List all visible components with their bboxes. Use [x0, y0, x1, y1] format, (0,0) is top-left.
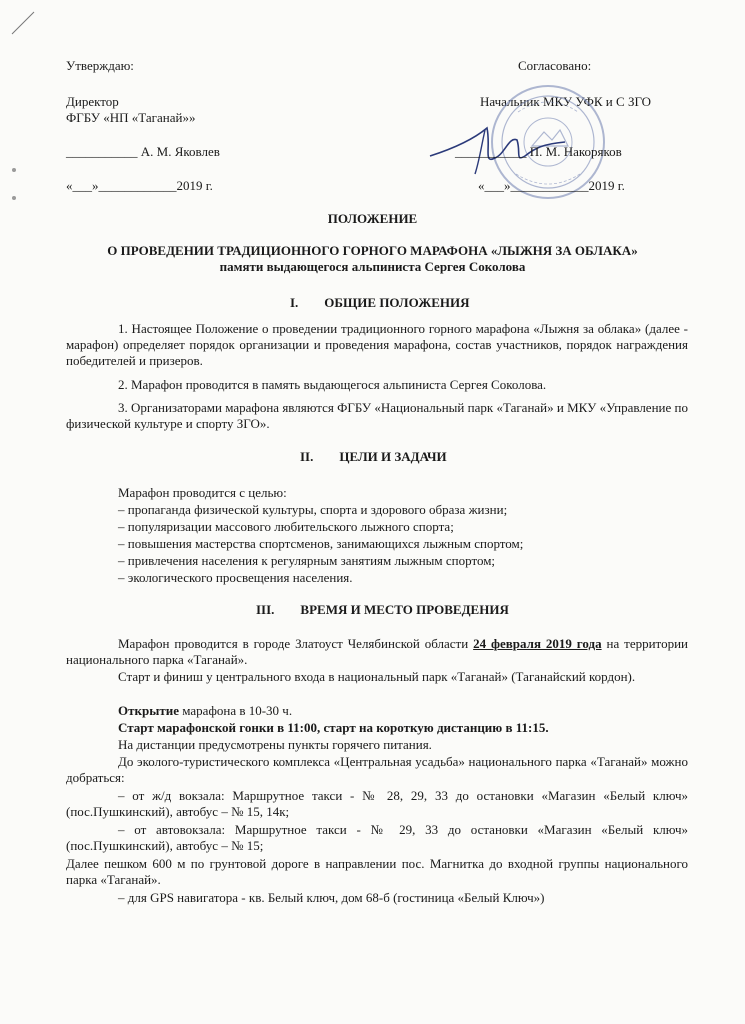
goal-item: – популяризации массового любительского лыжного спорта;: [118, 519, 454, 534]
opening-label: Открытие: [118, 703, 180, 718]
opening-text: марафона в 10-30 ч.: [179, 703, 293, 718]
agreed-label: Согласовано:: [518, 58, 592, 73]
section-1-paragraph-1-text: 1. Настоящее Положение о проведении традиционного горного марафона «Лыжня за облака» (далее - марафон) определяет порядок организации и проведения марафона, состав участников, порядок награждения победителей и призеров.: [66, 321, 688, 368]
opening-line: [118, 703, 292, 719]
goal-item: – пропаганда физической культуры, спорта и здорового образа жизни;: [118, 502, 508, 517]
section-3-heading: III. ВРЕМЯ И МЕСТО ПРОВЕДЕНИЯ: [256, 602, 509, 617]
scan-dot: [12, 168, 16, 172]
venue-paragraph: [66, 636, 688, 668]
head-date-line: «___»____________2019 г.: [478, 178, 625, 193]
doc-subtitle: О ПРОВЕДЕНИИ ТРАДИЦИОННОГО ГОРНОГО МАРАФОНА «ЛЫЖНЯ ЗА ОБЛАКА»: [107, 243, 638, 258]
route-1: [66, 788, 688, 820]
walk-paragraph: [66, 856, 688, 888]
start-finish-paragraph: [66, 669, 688, 685]
section-1-paragraph-1: [66, 321, 688, 369]
head-position: Начальник МКУ УФК и С ЗГО: [480, 94, 652, 109]
scan-dot: [12, 196, 16, 200]
section-1-heading: I. ОБЩИЕ ПОЛОЖЕНИЯ: [290, 295, 470, 310]
section-1-paragraph-3-text: 3. Организаторами марафона являются ФГБУ «Национальный парк «Таганай» и МКУ «Управление по физической культуре и спорту ЗГО».: [66, 400, 688, 431]
route-2: [66, 822, 688, 854]
goal-item: – экологического просвещения населения.: [118, 570, 353, 585]
scan-corner-mark: [8, 8, 38, 38]
section-2-heading: II. ЦЕЛИ И ЗАДАЧИ: [300, 449, 447, 464]
venue-text-start: Марафон проводится в городе Златоуст Челябинской области: [118, 636, 474, 651]
approve-label: Утверждаю:: [66, 58, 134, 73]
event-date: 24 февраля 2019 года: [473, 636, 602, 651]
doc-title: ПОЛОЖЕНИЕ: [327, 211, 418, 226]
section-1-paragraph-2: [66, 377, 688, 393]
section-1-paragraph-3: [66, 400, 688, 432]
head-sign-line: ___________ П. М. Накоряков: [455, 144, 622, 159]
start-finish-text: Старт и финиш у центрального входа в национальный парк «Таганай» (Таганайский кордон).: [118, 669, 636, 684]
goal-item: – привлечения населения к регулярным занятиям лыжным спортом;: [118, 553, 496, 568]
goal-item: – повышения мастерства спортсменов, занимающихся лыжным спортом;: [118, 536, 524, 551]
route-2-text: – от автовокзала: Маршрутное такси - № 29, 33 до остановки «Магазин «Белый ключ» (пос.Пушкинский), автобус – № 15;: [66, 822, 688, 853]
route-1-text: – от ж/д вокзала: Маршрутное такси - № 28, 29, 33 до остановки «Магазин «Белый ключ» (пос.Пушкинский), автобус – № 15, 14к;: [66, 788, 688, 819]
venue-text-end: на территории национального парка «Таганай».: [66, 636, 688, 667]
walk-text: Далее пешком 600 м по грунтовой дороге в направлении пос. Магнитка до входной группы национального парка «Таганай».: [66, 856, 688, 887]
doc-memorial: памяти выдающегося альпиниста Сергея Соколова: [219, 259, 526, 274]
section-1-paragraph-2-text: 2. Марафон проводится в память выдающегося альпиниста Сергея Соколова.: [118, 377, 547, 392]
director-sign-line: ___________ А. М. Яковлев: [66, 144, 220, 159]
goals-intro: Марафон проводится с целью:: [118, 485, 287, 500]
reach-paragraph: [66, 754, 688, 786]
start-time-line: Старт марафонской гонки в 11:00, старт на короткую дистанцию в 11:15.: [118, 720, 549, 735]
director-date-line: «___»____________2019 г.: [66, 178, 213, 193]
director-position: Директор: [66, 94, 119, 109]
reach-text: До эколого-туристического комплекса «Центральная усадьба» национального парка «Таганай» можно добраться:: [66, 754, 688, 785]
food-line: На дистанции предусмотрены пункты горячего питания.: [118, 737, 432, 752]
gps-line: – для GPS навигатора - кв. Белый ключ, дом 68-б (гостиница «Белый Ключ»): [118, 890, 545, 905]
director-org: ФГБУ «НП «Таганай»»: [66, 110, 196, 125]
